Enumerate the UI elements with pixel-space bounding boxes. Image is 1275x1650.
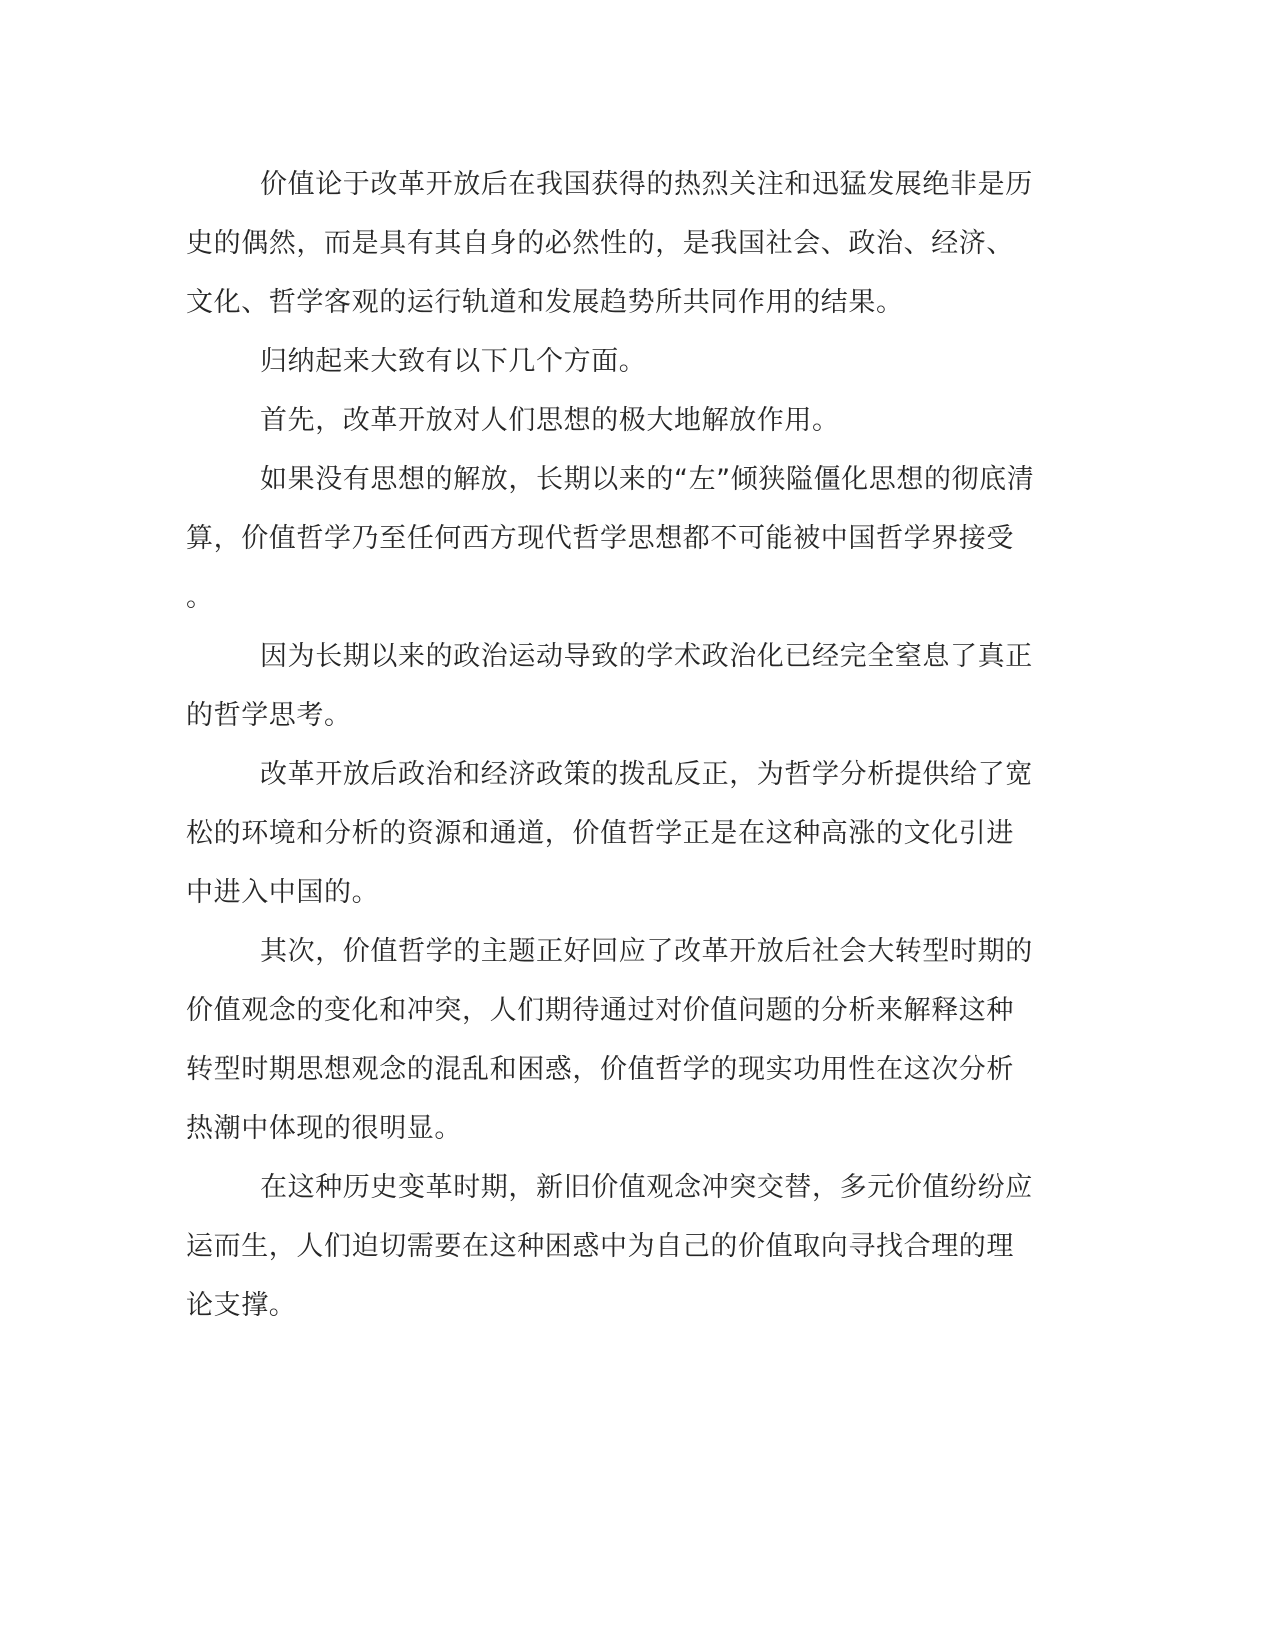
paragraph: [186, 332, 1066, 391]
text-line: 松的环境和分析的资源和通道，价值哲学正是在这种高涨的文化引进: [186, 818, 1014, 849]
text-line: 文化、哲学客观的运行轨道和发展趋势所共同作用的结果。: [186, 287, 904, 318]
text-line: 论支撑。: [186, 1290, 297, 1321]
text-line: 改革开放后政治和经济政策的拨乱反正，为哲学分析提供给了宽: [260, 759, 1033, 790]
text-line: 如果没有思想的解放，长期以来的“左”倾狭隘僵化思想的彻底清: [260, 464, 1035, 495]
text-line: 归纳起来大致有以下几个方面。: [260, 346, 647, 377]
text-line: 价值论于改革开放后在我国获得的热烈关注和迅猛发展绝非是历: [260, 169, 1033, 200]
text-line: 价值观念的变化和冲突，人们期待通过对价值问题的分析来解释这种: [186, 995, 1014, 1026]
paragraph: [186, 627, 1066, 745]
text-line: 在这种历史变革时期，新旧价值观念冲突交替，多元价值纷纷应: [260, 1172, 1033, 1203]
text-line: 的哲学思考。: [186, 700, 352, 731]
text-line: 转型时期思想观念的混乱和困惑，价值哲学的现实功用性在这次分析: [186, 1054, 1014, 1085]
text-line: 运而生，人们迫切需要在这种困惑中为自己的价值取向寻找合理的理: [186, 1231, 1014, 1262]
text-line: 。: [186, 582, 214, 613]
text-line: 其次，价值哲学的主题正好回应了改革开放后社会大转型时期的: [260, 936, 1033, 967]
paragraph: [186, 1158, 1066, 1335]
paragraph: [186, 922, 1066, 1158]
text-line: 因为长期以来的政治运动导致的学术政治化已经完全窒息了真正: [260, 641, 1033, 672]
paragraph: [186, 745, 1066, 922]
paragraph: [186, 391, 1066, 450]
paragraph: [186, 450, 1066, 627]
text-line: 热潮中体现的很明显。: [186, 1113, 462, 1144]
document-body: [186, 155, 1066, 1335]
paragraph: [186, 155, 1066, 332]
text-line: 算，价值哲学乃至任何西方现代哲学思想都不可能被中国哲学界接受: [186, 523, 1014, 554]
text-line: 史的偶然，而是具有其自身的必然性的，是我国社会、政治、经济、: [186, 228, 1014, 259]
text-line: 首先，改革开放对人们思想的极大地解放作用。: [260, 405, 840, 436]
text-line: 中进入中国的。: [186, 877, 380, 908]
